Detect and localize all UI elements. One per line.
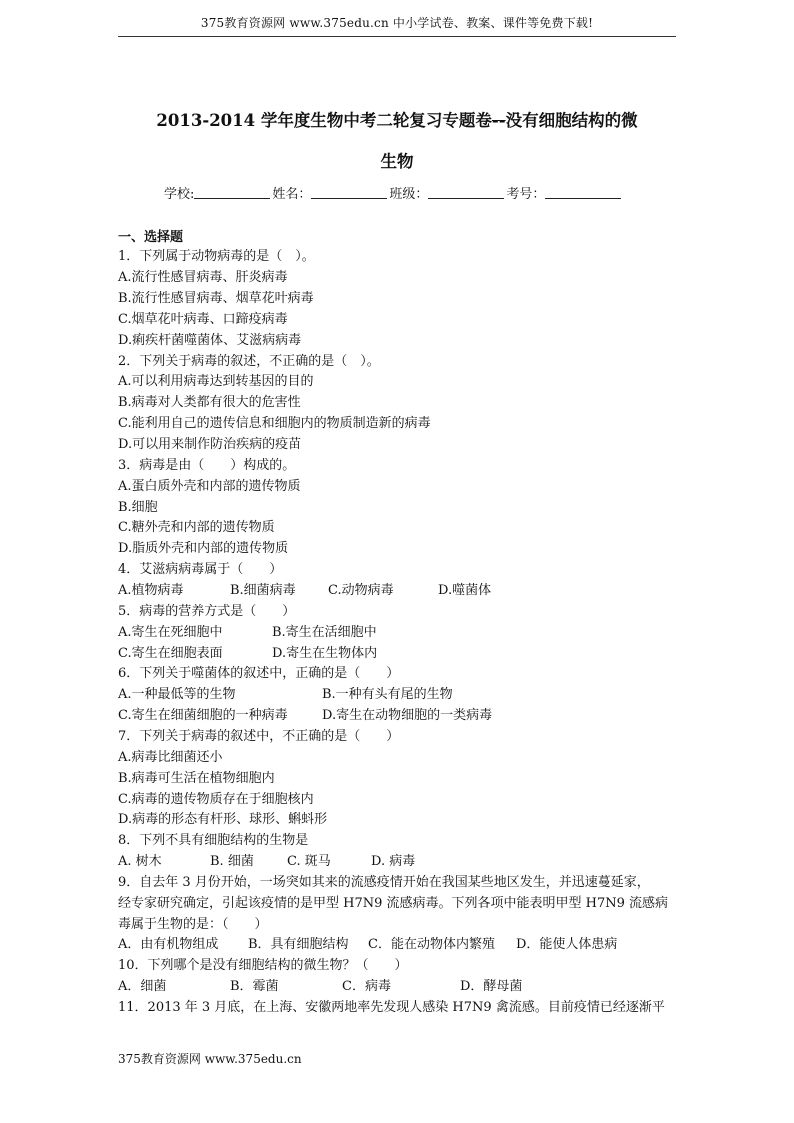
class-blank (428, 186, 504, 199)
question-7: 7．下列关于病毒的叙述中，不正确的是（ ） (118, 729, 400, 744)
question-10: 10．下列哪个是没有细胞结构的微生物？（ ） (118, 958, 408, 973)
option-7c: C.病毒的遗传物质存在于细胞核内 (118, 792, 314, 807)
option-5b: B.寄生在活细胞中 (272, 625, 377, 640)
option-2a: A.可以利用病毒达到转基因的目的 (118, 374, 314, 389)
question-3: 3．病毒是由（ ）构成的。 (118, 458, 296, 473)
option-9a: A．由有机物组成 (118, 937, 219, 952)
page-footer: 375教育资源网 www.375edu.cn (118, 1052, 302, 1066)
options-5-row1 (118, 621, 377, 640)
option-1b: B.流行性感冒病毒、烟草花叶病毒 (118, 291, 314, 306)
option-4c: C.动物病毒 (328, 583, 394, 598)
class-label: 班级： (389, 187, 429, 202)
option-5a: A.寄生在死细胞中 (118, 625, 223, 640)
options-4 (118, 579, 491, 598)
option-8c: C. 斑马 (287, 854, 331, 869)
option-5c: C.寄生在细胞表面 (118, 646, 223, 661)
page-header: 375教育资源网 www.375edu.cn 中小学试卷、教案、课件等免费下载! (200, 16, 594, 30)
document-title-line1 (0, 107, 794, 131)
option-9c: C．能在动物体内繁殖 (368, 937, 495, 952)
option-7b: B.病毒可生活在植物细胞内 (118, 771, 275, 786)
title-strike: -- (491, 111, 506, 130)
document-title-line2: 生物 (380, 152, 414, 171)
option-8d: D. 病毒 (371, 854, 416, 869)
option-3d: D.脂质外壳和内部的遗传物质 (118, 541, 289, 556)
option-10a: A．细菌 (118, 979, 167, 994)
option-10b: B．霉菌 (230, 979, 279, 994)
option-8a: A. 树木 (118, 854, 162, 869)
options-5-row2 (118, 642, 377, 661)
number-label: 考号： (506, 187, 546, 202)
option-4b: B.细菌病毒 (230, 583, 296, 598)
option-7d: D.病毒的形态有杆形、球形、蝌蚪形 (118, 812, 328, 827)
name-label: 姓名： (272, 187, 312, 202)
option-6d: D.寄生在动物细胞的一类病毒 (322, 708, 493, 723)
name-blank (311, 186, 387, 199)
option-2b: B.病毒对人类都有很大的危害性 (118, 395, 301, 410)
option-5d: D.寄生在生物体内 (272, 646, 378, 661)
option-10d: D．酵母菌 (460, 979, 523, 994)
options-9 (118, 933, 617, 952)
question-5: 5．病毒的营养方式是（ ） (118, 604, 296, 619)
question-9-line3: 毒属于生物的是：（ ） (118, 917, 268, 932)
option-4a: A.植物病毒 (118, 583, 184, 598)
option-6b: B.一种有头有尾的生物 (322, 687, 453, 702)
option-8b: B. 细菌 (210, 854, 254, 869)
section-heading: 一、选择题 (118, 230, 184, 245)
question-1: 1．下列属于动物病毒的是（ ）。 (118, 249, 315, 264)
option-10c: C．病毒 (342, 979, 391, 994)
question-9-line1: 9．自去年 3 月份开始，一场突如其来的流感疫情开始在我国某些地区发生，并迅速蔓延家， (118, 875, 650, 890)
option-3b: B.细胞 (118, 500, 158, 515)
option-6c: C.寄生在细菌细胞的一种病毒 (118, 708, 288, 723)
question-8: 8．下列不具有细胞结构的生物是 (118, 833, 309, 848)
option-9b: B．具有细胞结构 (248, 937, 349, 952)
header-rule (118, 36, 676, 37)
question-4: 4．艾滋病病毒属于（ ） (118, 562, 283, 577)
option-7a: A.病毒比细菌还小 (118, 750, 223, 765)
option-9d: D．能使人体患病 (516, 937, 618, 952)
option-1c: C.烟草花叶病毒、口蹄疫病毒 (118, 312, 288, 327)
number-blank (545, 186, 621, 199)
question-9-line2: 经专家研究确定，引起该疫情的是甲型 H7N9 流感病毒。下列各项中能表明甲型 H7N9 流感病 (118, 896, 669, 911)
student-info-row (164, 183, 623, 202)
options-6-row1 (118, 683, 453, 702)
question-2: 2．下列关于病毒的叙述，不正确的是（ ）。 (118, 354, 380, 369)
option-2c: C.能利用自己的遗传信息和细胞内的物质制造新的病毒 (118, 416, 431, 431)
option-4d: D.噬菌体 (438, 583, 492, 598)
options-6-row2 (118, 704, 492, 723)
title-main: 2013-2014 学年度生物中考二轮复习专题卷 (156, 111, 492, 130)
options-8 (118, 850, 415, 869)
title-tail: 没有细胞结构的微 (505, 111, 638, 130)
question-6: 6．下列关于噬菌体的叙述中，正确的是（ ） (118, 666, 400, 681)
option-1a: A.流行性感冒病毒、肝炎病毒 (118, 270, 288, 285)
school-label: 学校: (164, 187, 195, 202)
option-2d: D.可以用来制作防治疾病的疫苗 (118, 437, 302, 452)
option-6a: A.一种最低等的生物 (118, 687, 236, 702)
school-blank (194, 186, 270, 199)
option-3c: C.糖外壳和内部的遗传物质 (118, 520, 275, 535)
question-11: 11．2013 年 3 月底，在上海、安徽两地率先发现人感染 H7N9 禽流感。目前疫情已经逐渐平 (118, 1000, 665, 1015)
option-1d: D.痢疾杆菌噬菌体、艾滋病病毒 (118, 333, 302, 348)
option-3a: A.蛋白质外壳和内部的遗传物质 (118, 479, 301, 494)
options-10 (118, 975, 522, 994)
